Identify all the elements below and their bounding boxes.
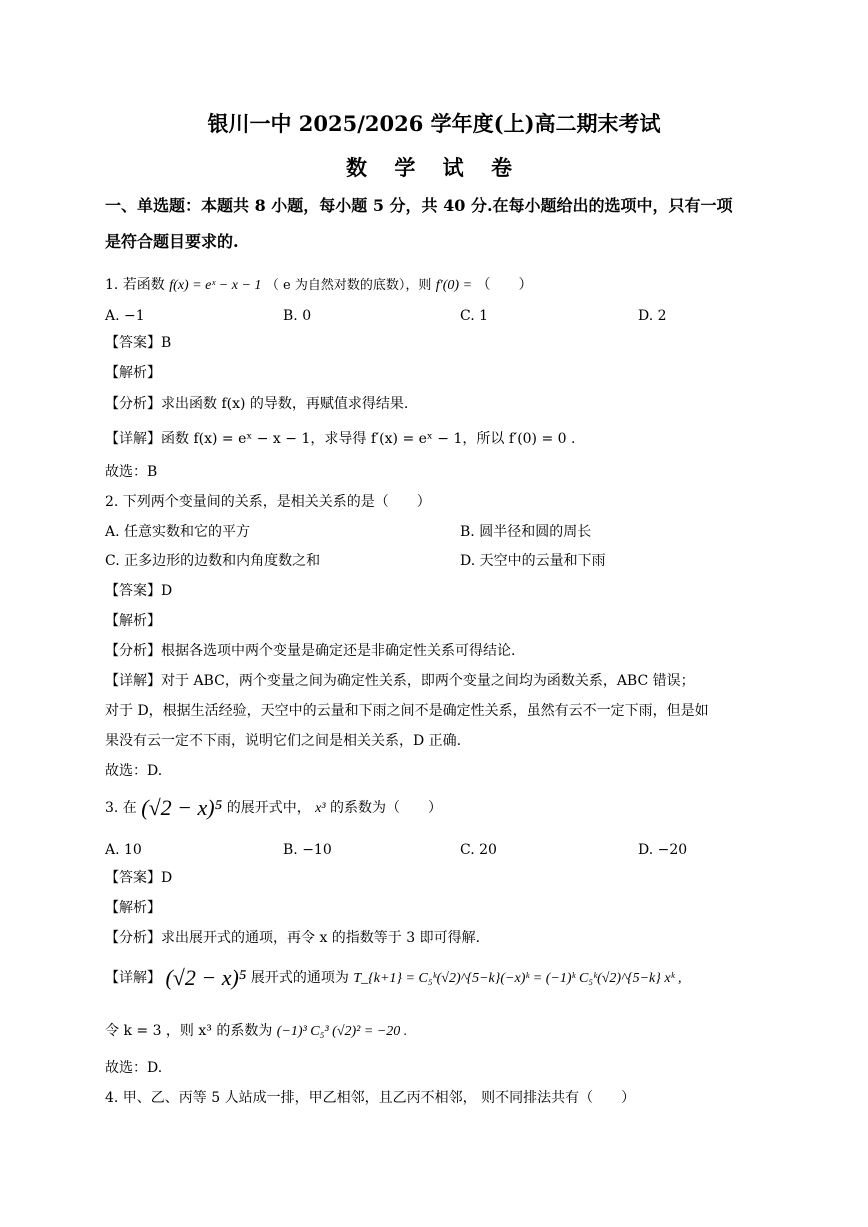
q3-term: x³ [315, 801, 326, 816]
q1-choose: 故选：B [105, 464, 158, 480]
q2-detail-1: 【详解】对于 ABC，两个变量之间为确定性关系，即两个变量之间均为函数关系，ABC 错误； [105, 673, 695, 689]
q3-option-a: A. 10 [105, 842, 142, 858]
q1-note: （ e 为自然对数的底数），则 [265, 278, 432, 293]
q3-mid: 的展开式中， [226, 800, 311, 816]
section-heading-line-1: 一、单选题：本题共 8 小题，每小题 5 分，共 40 分.在每小题给出的选项中，只有一项 [105, 196, 733, 215]
q1-formula: f(x) = eˣ − x − 1 [169, 278, 262, 293]
q3-let-text: 令 k = 3 ，则 x³ 的系数为 [105, 1023, 273, 1039]
q3-answer: 【答案】D [105, 870, 173, 886]
q1-option-a: A. −1 [105, 308, 145, 324]
q2-analysis-label: 【解析】 [105, 613, 161, 629]
exam-subtitle: 数 学 试 卷 [346, 155, 522, 180]
q2-option-c: C. 正多边形的边数和内角度数之和 [105, 553, 321, 569]
q1-num: 1. 若函数 [105, 277, 165, 293]
q3-option-c: C. 20 [460, 842, 497, 858]
q2-option-d: D. 天空中的云量和下雨 [460, 553, 606, 569]
q1-analysis-label: 【解析】 [105, 365, 161, 381]
q1-option-b: B. 0 [283, 308, 312, 324]
q2-analysis: 【分析】根据各选项中两个变量是确定还是非确定性关系可得结论. [105, 643, 516, 659]
q3-choose: 故选：D. [105, 1060, 163, 1076]
q3-detail-formula: T_{k+1} = C₅ᵏ(√2)^{5−k}(−x)ᵏ = (−1)ᵏ C₅ᵏ(√2)^{5−k} xᵏ , [353, 971, 682, 986]
q2-answer: 【答案】D [105, 583, 173, 599]
q3-option-b: B. −10 [283, 842, 332, 858]
q2-option-b: B. 圆半径和圆的周长 [460, 524, 592, 540]
q1-answer: 【答案】B [105, 335, 172, 351]
q1-stem [105, 275, 532, 296]
q1-option-d: D. 2 [638, 308, 667, 324]
q1-paren: （ ） [476, 277, 533, 293]
q1-analysis: 【分析】求出函数 f(x) 的导数，再赋值求得结果. [105, 396, 409, 412]
q4-stem: 4. 甲、乙、丙等 5 人站成一排，甲乙相邻，且乙丙不相邻， 则不同排法共有（ ） [105, 1090, 636, 1106]
exam-title: 银川一中 2025/2026 学年度(上)高二期末考试 [207, 111, 661, 136]
q2-detail-3: 果没有云一定不下雨，说明它们之间是相关关系，D 正确. [105, 733, 462, 749]
q1-detail: 【详解】函数 f(x) = eˣ − x − 1，求导得 f′(x) = eˣ − 1，所以 f′(0) = 0 . [105, 431, 576, 447]
q3-detail-expression: (√2 − x)⁵ [165, 965, 247, 990]
q1-ask: f′(0) = [435, 278, 473, 293]
q3-analysis: 【分析】求出展开式的通项，再令 x 的指数等于 3 即可得解. [105, 930, 481, 946]
q3-let-line [105, 1021, 407, 1042]
q3-detail [105, 965, 682, 990]
q1-option-c: C. 1 [460, 308, 489, 324]
q2-option-a: A. 任意实数和它的平方 [105, 524, 251, 540]
q3-analysis-label: 【解析】 [105, 900, 161, 916]
q3-detail-mid: 展开式的通项为 [250, 970, 349, 986]
q2-detail-2: 对于 D，根据生活经验，天空中的云量和下雨之间不是确定性关系，虽然有云不一定下雨，但是如 [105, 703, 709, 719]
q3-expression: (√2 − x)⁵ [141, 795, 223, 820]
q3-detail-label: 【详解】 [105, 970, 161, 986]
q3-let-formula: (−1)³ C₅³ (√2)² = −20 . [276, 1024, 408, 1039]
section-heading-line-2: 是符合题目要求的. [105, 232, 239, 251]
q2-stem: 2. 下列两个变量间的关系，是相关关系的是（ ） [105, 494, 431, 510]
q3-stem [105, 795, 443, 820]
q3-tail: 的系数为（ ） [330, 800, 443, 816]
q2-choose: 故选：D. [105, 763, 163, 779]
q3-num: 3. 在 [105, 800, 137, 816]
q3-option-d: D. −20 [638, 842, 688, 858]
